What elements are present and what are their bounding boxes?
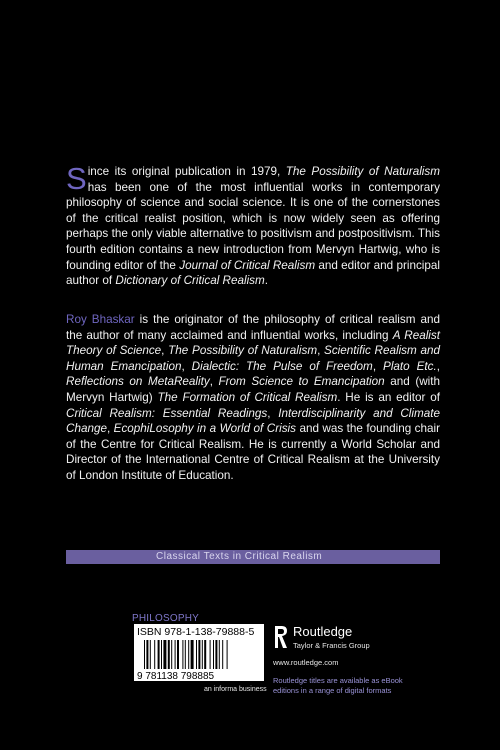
blurb-text: . [264,274,269,288]
blurb-text: has been one of the most influential works in contemporary philosophy of science and social science. It is one of the cornerstones of the critical realist position, which is now widely seen as offering perhaps the only viable alternative to positivism and postpositivism. This fourth edition contains a new introduction from Mervyn Hartwig, who is founding editor of the [66,180,440,272]
publisher-name: Routledge [293,624,353,639]
blurb-text: ince its original publication in 1979, [87,165,286,178]
barcode-bar [146,640,148,669]
journal-title: Journal of Critical Realism [179,258,316,272]
separator: , [267,406,279,420]
separator: , [106,422,114,436]
author-bio [66,312,440,484]
ebook-availability-note: Routledge titles are available as eBook editions in a range of digital formats [273,676,403,695]
publisher-website: www.routledge.com [273,658,339,667]
author-name: Roy Bhaskar [66,313,135,326]
separator: , [181,359,192,373]
barcode-bar [204,640,206,669]
separator: , [317,344,325,358]
bio-text: and was the founding chair of the Centre for Critical Realism. He is currently a World Scholar and Director of the International Centre of Critical Realism at the University of London Institute of Education. [66,422,440,482]
work-title: A Realist Theory of Science [66,328,440,358]
work-title: Reflections on MetaReality [66,375,210,389]
book-title: The Possibility of Naturalism [285,165,440,178]
barcode-bar [198,640,200,669]
work-title: The Formation of Critical Realism [157,390,338,404]
separator: , [209,375,219,389]
series-banner: Classical Texts in Critical Realism [66,550,440,564]
barcode-bar [154,640,155,669]
separator: , [372,359,384,373]
work-title: Interdisciplinarity and Climate Change [66,406,440,436]
barcode-bar [177,640,179,669]
routledge-logo-icon [273,624,289,650]
work-title: Critical Realism: Essential Readings [66,406,268,420]
barcode-bar [144,640,145,669]
barcode-bar [219,640,220,669]
barcode-bar [213,640,214,669]
barcode-bar [210,640,211,669]
barcode-bar [163,640,166,669]
barcode-bar [175,640,176,669]
informa-business-label: an informa business [204,686,267,693]
bio-text: is the originator of the philosophy of critical realism and the author of many acclaimed and influential works, including [66,313,440,342]
work-title: Dialectic: The Pulse of Freedom [191,359,373,373]
barcode-bar [161,640,162,669]
publisher-group: Taylor & Francis Group [293,641,370,650]
barcode-bar [171,640,172,669]
work-title: Plato Etc. [383,359,437,373]
barcode-digits: 9 781138 798885 [137,671,215,681]
dictionary-title: Dictionary of Critical Realism [115,274,265,288]
subject-category: PHILOSOPHY [132,613,200,624]
drop-cap: S [66,161,87,196]
barcode-bar [188,640,189,669]
barcode-panel [134,624,264,681]
blurb-text: and editor and principal author of [66,258,440,288]
separator: , [161,344,169,358]
isbn-number: ISBN 978-1-138-79888-5 [137,626,255,638]
work-title: From Science to Emancipation [218,375,385,389]
barcode-bar [150,640,151,669]
blurb-paragraph [66,161,440,289]
barcode-bar [196,640,197,669]
barcode-image [134,639,264,681]
barcode-bar [182,640,183,669]
barcode-bar [168,640,170,669]
barcode-bar [215,640,217,669]
barcode-bar [222,640,223,669]
barcode-bar [227,640,228,669]
barcode-bar [158,640,160,669]
work-title: The Possibility of Naturalism [168,344,318,358]
barcode-bar [191,640,194,669]
separator: , [436,359,441,373]
bio-text: and (with Mervyn Hartwig) [66,375,441,404]
barcode-bar [185,640,186,669]
barcode-bar [202,640,203,669]
work-title: Scientific Realism and Human Emancipation [66,344,440,373]
work-title: EcophiLosophy in a World of Crisis [113,422,296,436]
bio-text: . He is an editor of [337,390,440,404]
